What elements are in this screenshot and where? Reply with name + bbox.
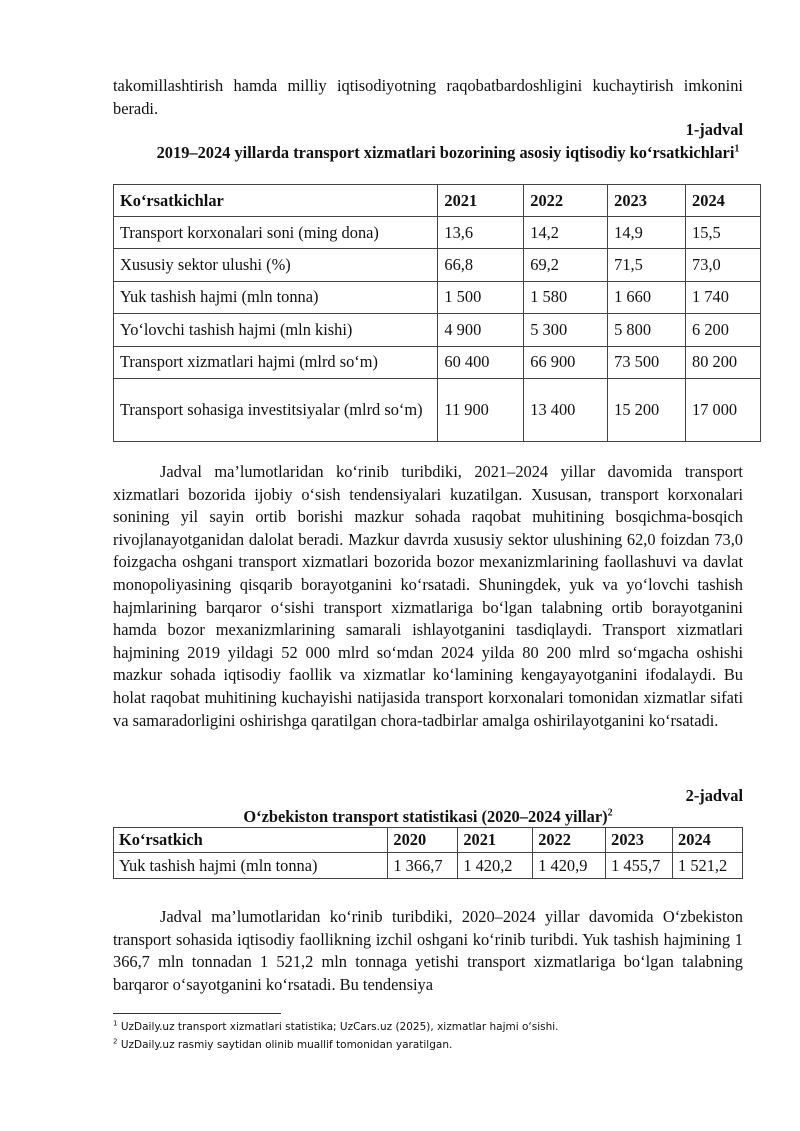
table-cell: 14,9 [608,217,686,249]
table-row [114,853,743,879]
table1-header-cell: 2021 [438,185,524,217]
table2-header-row [114,828,743,853]
table-cell: 66,8 [438,249,524,281]
table-cell: Xususiy sektor ulushi (%) [114,249,438,281]
table2-header-cell: 2020 [388,828,458,853]
table-cell: 13 400 [524,378,608,441]
body-paragraph-2: Jadval ma’lumotlaridan ko‘rinib turibdiki, 2020–2024 yillar davomida O‘zbekiston transport sohasida iqtisodiy faollikning izchil oshgani ko‘rinib turibdi. Yuk tashish hajmining 1 366,7 mln tonnadan 1 521,2 mln tonnaga yetishi transport xizmatlariga bo‘lgan talabning barqaror o‘sayotganini ko‘rsatadi. Bu tendensiya [113,907,743,994]
table-cell: 1 420,9 [533,853,606,879]
table1-header-cell: 2023 [608,185,686,217]
table-cell: 60 400 [438,346,524,378]
table-cell: Yo‘lovchi tashish hajmi (mln kishi) [114,314,438,346]
table2-footnote-ref: 2 [607,807,613,819]
body-paragraph-1: Jadval ma’lumotlaridan ko‘rinib turibdiki, 2021–2024 yillar davomida transport xizmatlari bozorida ijobiy o‘sish tendensiyalari kuzatilgan. Xususan, transport korxonalari sonining yil sayin ortib borishi mazkur sohada raqobat muhitining bosqichma-bosqich rivojlanayotganidan dalolat beradi. Mazkur davrda xususiy sektor ulushining 62,0 foizdan 73,0 foizgacha oshgani transport xizmatlari bozorida bozor mexanizmlarining faollashuvi va davlat monopoliyasining qisqarib borayotganini ko‘rsatadi. Shuningdek, yuk va yo‘lovchi tashish hajmlarining barqaror o‘sishi transport xizmatlariga bo‘lgan talabning ortib borayotganini hamda bozor mexanizmlarining samarali ishlayotganini tasdiqlaydi. Transport xizmatlari hajmining 2019 yildagi 52 000 mlrd so‘mdan 2024 yilda 80 200 mlrd so‘mgacha oshishi mazkur sohada iqtisodiy faollik va xizmatlar ko‘lamining kengayayotganini ifodalaydi. Bu holat raqobat muhitining kuchayishi natijasida transport korxonalari tomonidan xizmatlar sifati va samaradorligini oshirishga qaratilgan chora-tadbirlar amalga oshirilayotganini ko‘rsatadi. [113,462,743,730]
table-cell: Transport sohasiga investitsiyalar (mlrd so‘m) [114,378,438,441]
table-cell: 4 900 [438,314,524,346]
footnote-1 [113,1020,743,1035]
footnote-1-number: 1 [113,1019,118,1028]
table-cell: 1 740 [686,281,761,313]
table-row [114,378,761,441]
table2 [113,827,743,879]
table1-header-cell: 2024 [686,185,761,217]
table-cell: 17 000 [686,378,761,441]
table-row [114,346,761,378]
table2-title-text: O‘zbekiston transport statistikasi (2020–2024 yillar) [243,807,608,826]
table-row [114,281,761,313]
footnote-separator [113,1013,281,1014]
table1 [113,184,761,442]
table2-header-cell: 2023 [606,828,673,853]
table-cell: Transport xizmatlari hajmi (mlrd so‘m) [114,346,438,378]
table1-header-cell: Ko‘rsatkichlar [114,185,438,217]
table2-header-cell: 2021 [458,828,533,853]
table-cell: 5 300 [524,314,608,346]
table-cell: 1 580 [524,281,608,313]
table-cell: 73,0 [686,249,761,281]
table-cell: 5 800 [608,314,686,346]
table-cell: 66 900 [524,346,608,378]
table-row [114,217,761,249]
table1-label: 1-jadval [685,120,743,139]
table1-title [123,142,773,163]
table-cell: 11 900 [438,378,524,441]
table-cell: 1 521,2 [673,853,743,879]
intro-paragraph: takomillashtirish hamda milliy iqtisodiyotning raqobatbardoshligini kuchaytirish imkonini beradi. [113,76,743,118]
table-cell: 1 660 [608,281,686,313]
table-cell: Yuk tashish hajmi (mln tonna) [114,281,438,313]
table-cell: 1 500 [438,281,524,313]
footnote-2-text: UzDaily.uz rasmiy saytidan olinib muallif tomonidan yaratilgan. [120,1039,453,1051]
table-row [114,249,761,281]
table-cell: 71,5 [608,249,686,281]
footnote-2-number: 2 [113,1037,118,1046]
table-cell: 15 200 [608,378,686,441]
table-cell: 69,2 [524,249,608,281]
table2-header-cell: Ko‘rsatkich [114,828,388,853]
table2-label: 2-jadval [685,786,743,805]
table-cell: 13,6 [438,217,524,249]
table-cell: 14,2 [524,217,608,249]
table-cell: 73 500 [608,346,686,378]
table-cell: 80 200 [686,346,761,378]
table-cell: Transport korxonalari soni (ming dona) [114,217,438,249]
footnote-1-text: UzDaily.uz transport xizmatlari statistika; UzCars.uz (2025), xizmatlar hajmi o‘sishi. [120,1021,559,1033]
table-cell: 15,5 [686,217,761,249]
table2-header-cell: 2024 [673,828,743,853]
table1-header-row [114,185,761,217]
table1-footnote-ref: 1 [734,143,740,155]
table-row [114,314,761,346]
table-cell: 1 455,7 [606,853,673,879]
table-cell: 6 200 [686,314,761,346]
table-cell: 1 420,2 [458,853,533,879]
table1-header-cell: 2022 [524,185,608,217]
table2-header-cell: 2022 [533,828,606,853]
table1-title-text: 2019–2024 yillarda transport xizmatlari bozorining asosiy iqtisodiy ko‘rsatkichlari [156,143,735,162]
footnote-2 [113,1038,743,1053]
table-cell: Yuk tashish hajmi (mln tonna) [114,853,388,879]
table2-title [113,806,743,827]
table-cell: 1 366,7 [388,853,458,879]
